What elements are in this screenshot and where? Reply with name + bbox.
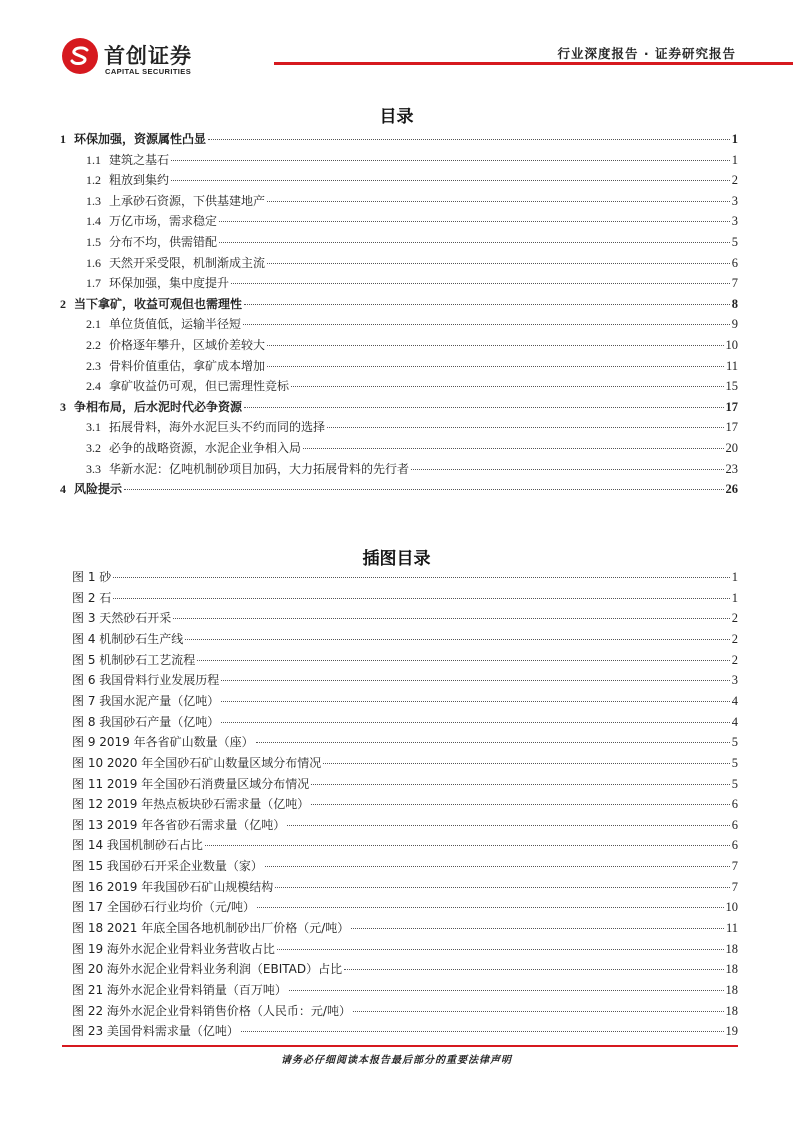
figure-entry[interactable] (72, 940, 738, 957)
figure-entry-page: 18 (725, 941, 738, 956)
figure-entry-page: 10 (725, 900, 738, 915)
toc-entry-page: 5 (731, 235, 738, 249)
figure-entry[interactable] (72, 609, 738, 626)
figure-entry-text: 图 11 2019 年全国砂石消费量区域分布情况 (72, 776, 310, 791)
figure-entry[interactable] (72, 775, 738, 792)
dot-leader (241, 1031, 724, 1032)
dot-leader (221, 722, 729, 723)
toc-entry-label (86, 212, 217, 229)
toc-entry-text: 价格逐年攀升，区域价差较大 (109, 338, 266, 352)
toc-entry-text: 拿矿收益仍可观，但已需理性竞标 (109, 379, 290, 394)
toc-entry-number: 2.1 (86, 317, 101, 332)
toc-entry-label (60, 480, 122, 497)
toc-entry[interactable] (86, 357, 738, 374)
figure-entry-text: 图 10 2020 年全国砂石矿山数量区域分布情况 (72, 755, 322, 770)
toc-entry-page: 9 (731, 317, 738, 332)
figure-entry-text: 图 17 全国砂石行业均价（元/吨） (72, 900, 255, 915)
toc-entry[interactable] (86, 212, 738, 229)
figure-entry-text: 图 3 天然砂石开采 (72, 611, 172, 626)
dot-leader (231, 283, 730, 284)
figure-entry-page: 1 (731, 590, 738, 605)
toc-entry[interactable] (86, 336, 738, 353)
figure-entry-page: 19 (725, 1024, 738, 1039)
toc-entry-page: 15 (725, 379, 738, 394)
figure-entry-text: 图 19 海外水泥企业骨料业务营收占比 (72, 941, 275, 956)
toc-entry-page: 10 (725, 338, 738, 352)
toc-entry-number: 1.5 (86, 235, 101, 249)
header-divider (274, 62, 793, 65)
toc-entry[interactable] (86, 151, 738, 168)
dot-leader (243, 324, 730, 325)
toc-entry[interactable] (86, 274, 738, 291)
figure-entry-text: 图 18 2021 年底全国各地机制砂出厂价格（元/吨） (72, 921, 350, 936)
toc-entry-page: 11 (725, 358, 738, 373)
dot-leader (289, 990, 724, 991)
figure-entry[interactable] (72, 1022, 738, 1039)
dot-leader (411, 469, 723, 470)
figure-entry-page: 7 (731, 879, 738, 894)
figure-entry[interactable] (72, 651, 738, 668)
figure-entry-text: 图 9 2019 年各省矿山数量（座） (72, 735, 254, 750)
toc-entry-page: 17 (725, 420, 738, 435)
figure-entry-text: 图 23 美国骨料需求量（亿吨） (72, 1024, 239, 1039)
figure-entry-text: 图 14 我国机制砂石占比 (72, 838, 203, 853)
toc-entry-label (60, 295, 242, 312)
toc-entry-text: 必争的战略资源，水泥企业争相入局 (109, 441, 302, 455)
dot-leader (277, 949, 724, 950)
toc-entry-text: 拓展骨料，海外水泥巨头不约而同的选择 (109, 420, 326, 435)
toc-entry-label (86, 151, 169, 168)
toc-entry-number: 1.4 (86, 214, 101, 229)
figure-entry-text: 图 12 2019 年热点板块砂石需求量（亿吨） (72, 797, 310, 812)
dot-leader (185, 639, 729, 640)
figure-entry[interactable] (72, 754, 738, 771)
figure-entry-page: 5 (731, 735, 738, 750)
dot-leader (256, 742, 730, 743)
figure-entry-page: 4 (731, 693, 738, 708)
figure-entry-text: 图 15 我国砂石开采企业数量（家） (72, 859, 263, 874)
figure-entry[interactable] (72, 878, 738, 895)
toc-entry[interactable] (86, 439, 738, 456)
dot-leader (171, 180, 730, 181)
toc-entry-number: 3.1 (86, 420, 101, 435)
toc-entry-number: 4 (60, 482, 66, 497)
toc-entry-label (86, 460, 409, 477)
dot-leader (267, 263, 730, 264)
figure-entry[interactable] (72, 919, 738, 936)
toc-entry[interactable] (86, 171, 738, 188)
toc-entry[interactable] (60, 398, 738, 415)
toc-entry-label (86, 274, 229, 291)
figure-entry[interactable] (72, 795, 738, 812)
toc-entry-label (86, 418, 325, 435)
figure-entry-page: 6 (731, 838, 738, 853)
toc-entry-number: 2.4 (86, 379, 101, 394)
figure-entry[interactable] (72, 857, 738, 874)
toc-entry-number: 1.1 (86, 152, 101, 167)
toc-entry-number: 1.2 (86, 173, 101, 188)
toc-entry-text: 粗放到集约 (109, 173, 170, 188)
dot-leader (197, 660, 729, 661)
toc-entry-text: 环保加强，资源属性凸显 (74, 132, 207, 146)
figure-entry[interactable] (72, 733, 738, 750)
dot-leader (327, 427, 723, 428)
toc-entry-label (60, 398, 242, 415)
dot-leader (244, 304, 730, 305)
dot-leader (265, 866, 730, 867)
toc-entry-label (86, 233, 217, 250)
company-logo (62, 38, 262, 78)
toc-entry-page: 8 (731, 296, 738, 311)
logo-english-name: CAPITAL SECURITIES (105, 67, 192, 76)
figure-entry-page: 18 (725, 1003, 738, 1018)
toc-entry-page: 23 (725, 461, 738, 476)
dot-leader (267, 345, 723, 346)
figure-entry-text: 图 5 机制砂石工艺流程 (72, 652, 196, 667)
toc-entry-page: 2 (731, 173, 738, 188)
toc-entry-number: 3 (60, 399, 66, 414)
toc-entry-page: 3 (731, 193, 738, 208)
dot-leader (173, 618, 729, 619)
dot-leader (113, 598, 729, 599)
toc-entry-number: 1.3 (86, 193, 101, 208)
figure-entry-page: 18 (725, 983, 738, 997)
dot-leader (219, 221, 730, 222)
toc-entry-text: 当下拿矿，收益可观但也需理性 (74, 296, 243, 311)
toc-entry-page: 26 (725, 482, 738, 497)
figures-title: 插图目录 (362, 549, 431, 569)
toc-entry-page: 20 (725, 441, 738, 455)
toc-entry-label (86, 192, 265, 209)
toc-entry-number: 1 (60, 132, 66, 146)
dot-leader (219, 242, 730, 243)
dot-leader (267, 366, 724, 367)
toc-entry[interactable] (86, 315, 738, 332)
page-header (62, 32, 742, 82)
figure-entry-page: 6 (731, 797, 738, 812)
figure-entry[interactable] (72, 568, 738, 585)
toc-entry-number: 3.3 (86, 461, 101, 476)
toc-entry-page: 3 (731, 214, 738, 229)
toc-entry-label (60, 130, 206, 147)
figure-entry-page: 6 (731, 817, 738, 832)
toc-entry-text: 环保加强，集中度提升 (109, 276, 230, 291)
dot-leader (205, 845, 730, 846)
figure-entry-text: 图 1 砂 (72, 570, 112, 584)
figure-entry-text: 图 20 海外水泥企业骨料业务利润（EBITAD）占比 (72, 962, 343, 977)
footer-divider (62, 1045, 738, 1047)
toc-entry-number: 1.6 (86, 255, 101, 270)
figure-entry[interactable] (72, 692, 738, 709)
toc-entry-number: 2.2 (86, 338, 101, 352)
dot-leader (275, 887, 729, 888)
dot-leader (351, 928, 724, 929)
toc-entry[interactable] (86, 192, 738, 209)
toc-entry-text: 上承砂石资源，下供基建地产 (109, 193, 266, 208)
figure-entry-text: 图 8 我国砂石产量（亿吨） (72, 714, 220, 729)
dot-leader (208, 139, 730, 140)
dot-leader (124, 489, 723, 490)
toc-entry-text: 天然开采受限，机制渐成主流 (109, 255, 266, 270)
figure-entry-page: 2 (731, 631, 738, 646)
dot-leader (113, 577, 729, 578)
footer-disclaimer: 请务必仔细阅读本报告最后部分的重要法律声明 (281, 1055, 512, 1066)
toc-entry[interactable] (60, 480, 738, 497)
dot-leader (267, 201, 730, 202)
figure-entry-page: 1 (731, 570, 738, 584)
dot-leader (303, 448, 723, 449)
figure-entry[interactable] (72, 836, 738, 853)
toc-entry-page: 1 (731, 152, 738, 167)
toc-entry-label (86, 439, 301, 456)
figure-entry-text: 图 22 海外水泥企业骨料销售价格（人民币：元/吨） (72, 1003, 351, 1018)
figure-entry[interactable] (72, 630, 738, 647)
report-type-label: 行业深度报告 · 证券研究报告 (557, 46, 736, 61)
toc-entry[interactable] (86, 233, 738, 250)
toc-entry[interactable] (86, 418, 738, 435)
figure-entry[interactable] (72, 713, 738, 730)
dot-leader (244, 407, 723, 408)
toc-entry-number: 3.2 (86, 441, 101, 455)
figure-entry-page: 5 (731, 776, 738, 791)
figure-entry[interactable] (72, 981, 738, 998)
dot-leader (171, 160, 730, 161)
toc-entry-label (86, 336, 265, 353)
figure-entry-page: 5 (731, 755, 738, 770)
figure-entry-text: 图 13 2019 年各省砂石需求量（亿吨） (72, 817, 286, 832)
dot-leader (257, 907, 724, 908)
dot-leader (311, 784, 729, 785)
toc-entry-text: 骨料价值重估，拿矿成本增加 (109, 358, 266, 373)
toc-entry-page: 7 (731, 276, 738, 291)
figure-entry-page: 7 (731, 859, 738, 874)
toc-entry[interactable] (60, 295, 738, 312)
figure-entry-text: 图 16 2019 年我国砂石矿山规模结构 (72, 879, 274, 894)
dot-leader (353, 1011, 724, 1012)
figure-entry[interactable] (72, 1002, 738, 1019)
dot-leader (221, 680, 729, 681)
figure-entry-page: 4 (731, 714, 738, 729)
toc-title: 目录 (379, 107, 414, 127)
figure-entry-page: 2 (731, 611, 738, 626)
toc-entry-number: 2.3 (86, 358, 101, 373)
toc-entry-label (86, 171, 169, 188)
toc-entry[interactable] (60, 130, 738, 147)
figure-entry-page: 3 (731, 673, 738, 688)
figure-entry-page: 11 (725, 921, 738, 936)
dot-leader (311, 804, 729, 805)
toc-entry-page: 17 (725, 399, 738, 414)
toc-entry-page: 1 (731, 132, 738, 146)
toc-entry-label (86, 254, 265, 271)
figure-entry-page: 18 (725, 962, 738, 977)
figure-entry[interactable] (72, 898, 738, 915)
toc-entry[interactable] (86, 254, 738, 271)
figure-entry[interactable] (72, 671, 738, 688)
figure-entry[interactable] (72, 589, 738, 606)
figure-entry-text: 图 2 石 (72, 590, 112, 605)
dot-leader (323, 763, 729, 764)
toc-entry-text: 建筑之基石 (109, 152, 170, 167)
dot-leader (344, 969, 723, 970)
toc-entry-text: 分布不均，供需错配 (109, 235, 218, 249)
toc-entry-label (86, 357, 265, 374)
toc-entry-text: 争相布局，后水泥时代必争资源 (74, 399, 243, 414)
figure-entry-text: 图 21 海外水泥企业骨料销量（百万吨） (72, 983, 287, 997)
dot-leader (287, 825, 729, 826)
toc-entry-text: 华新水泥：亿吨机制砂项目加码，大力拓展骨料的先行者 (109, 461, 410, 476)
figure-entry-page: 2 (731, 652, 738, 667)
toc-entry-text: 万亿市场，需求稳定 (109, 214, 218, 229)
toc-entry-page: 6 (731, 255, 738, 270)
toc-entry-text: 单位货值低，运输半径短 (109, 317, 242, 332)
toc-entry-number: 1.7 (86, 276, 101, 291)
figure-entry-text: 图 4 机制砂石生产线 (72, 631, 184, 646)
toc-entry-text: 风险提示 (74, 482, 123, 497)
figure-entry[interactable] (72, 960, 738, 977)
toc-entry[interactable] (86, 460, 738, 477)
toc-entry-label (86, 377, 289, 394)
figure-entry-text: 图 6 我国骨料行业发展历程 (72, 673, 220, 688)
toc-entry-label (86, 315, 241, 332)
logo-mark-icon (62, 38, 98, 74)
figure-entry[interactable] (72, 816, 738, 833)
toc-entry-number: 2 (60, 296, 66, 311)
figure-entry-text: 图 7 我国水泥产量（亿吨） (72, 693, 220, 708)
dot-leader (291, 386, 723, 387)
dot-leader (221, 701, 729, 702)
logo-chinese-name: 首创证券 (104, 44, 192, 68)
toc-entry[interactable] (86, 377, 738, 394)
